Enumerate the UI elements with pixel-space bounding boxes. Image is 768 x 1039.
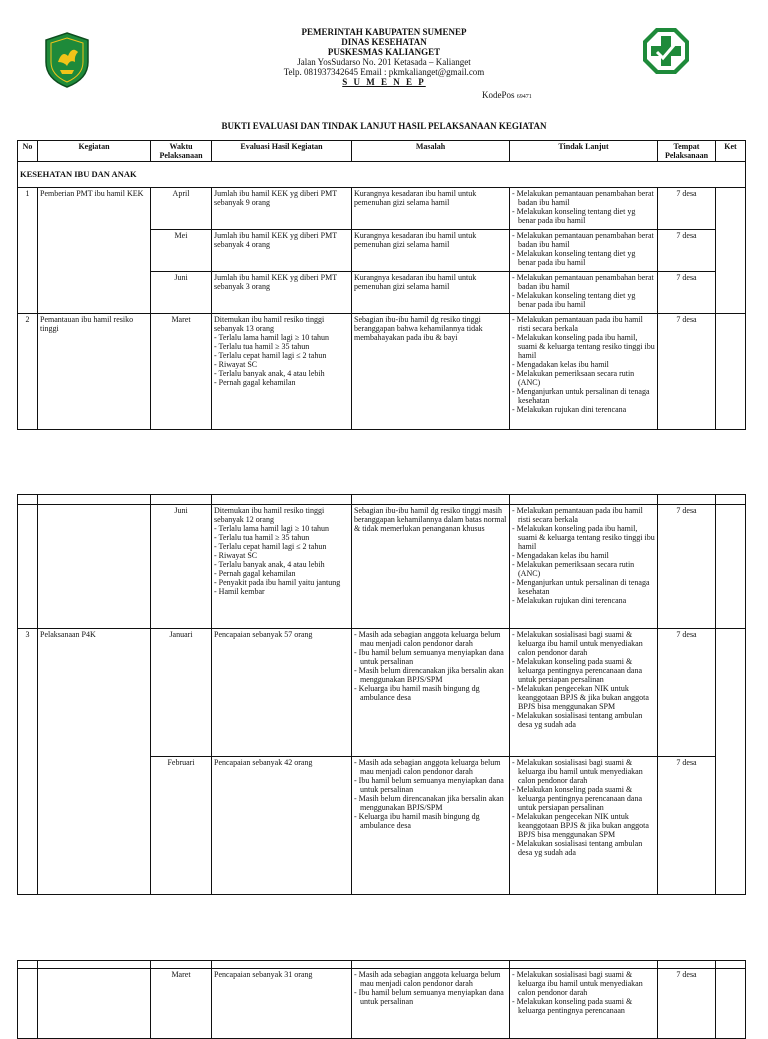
problem-cell [352, 757, 510, 895]
letterhead [0, 0, 768, 110]
evaluation-cell: Jumlah ibu hamil KEK yg diberi PMT sebanyak 3 orang [212, 272, 352, 314]
time-cell: Januari [151, 629, 212, 757]
place-cell: 7 desa [658, 188, 716, 230]
follow-up-item: - Melakukan pengecekan NIK untuk keanggotaan BPJS & jika bukan anggota BPJS bisa menggunakan SPM [512, 812, 655, 839]
section-row [18, 162, 746, 188]
section-title: KESEHATAN IBU DAN ANAK [18, 162, 746, 188]
follow-up-item: - Melakukan pemantauan pada ibu hamil risti secara berkala [512, 506, 655, 524]
evaluation-cell: Jumlah ibu hamil KEK yg diberi PMT sebanyak 4 orang [212, 230, 352, 272]
regency-emblem-icon [44, 32, 90, 88]
problem-item: - Masih ada sebagian anggota keluarga belum mau menjadi calon pendonor darah [354, 758, 507, 776]
problem-cell: Kurangnya kesadaran ibu hamil untuk pemenuhan gizi selama hamil [352, 272, 510, 314]
problem-cell: Sebagian ibu-ibu hamil dg resiko tinggi masih beranggapan kehamilannya dalam batas normal & tidak memerlukan penanganan khusus [352, 505, 510, 629]
time-cell: Maret [151, 969, 212, 1039]
follow-up-cell [510, 969, 658, 1039]
evaluation-cell [212, 314, 352, 430]
problem-item: - Masih ada sebagian anggota keluarga belum mau menjadi calon pendonor darah [354, 630, 507, 648]
risk-item: - Riwayat SC [214, 360, 349, 369]
follow-up-item: - Melakukan pemeriksaan secara rutin (ANC) [512, 369, 655, 387]
column-header: Tempat Pelaksanaan [658, 141, 716, 162]
follow-up-item: - Mengadakan kelas ibu hamil [512, 360, 655, 369]
table-header-row [18, 141, 746, 162]
activity-name: Pemberian PMT ibu hamil KEK [38, 188, 151, 314]
place-cell: 7 desa [658, 230, 716, 272]
government-name: PEMERINTAH KABUPATEN SUMENEP [301, 27, 467, 37]
contact-info: Telp. 081937342645 Email : pkmkalianget@gmail.com [283, 67, 485, 77]
risk-item: - Riwayat SC [214, 551, 349, 560]
activity-name: Pelaksanaan P4K [38, 629, 151, 895]
time-cell: Februari [151, 757, 212, 895]
follow-up-cell [510, 505, 658, 629]
follow-up-item: - Melakukan sosialisasi tentang ambulan desa yg sudah ada [512, 839, 655, 857]
follow-up-item: - Melakukan sosialisasi bagi suami & keluarga ibu hamil untuk menyediakan calon pendonor darah [512, 758, 655, 785]
place-cell: 7 desa [658, 629, 716, 757]
follow-up-item: - Melakukan sosialisasi bagi suami & keluarga ibu hamil untuk menyediakan calon pendonor darah [512, 970, 655, 997]
problem-cell [352, 969, 510, 1039]
place-cell: 7 desa [658, 969, 716, 1039]
table-row [18, 505, 746, 629]
problem-item: - Ibu hamil belum semuanya menyiapkan dana untuk persalinan [354, 776, 507, 794]
follow-up-item: - Melakukan sosialisasi bagi suami & keluarga ibu hamil untuk menyediakan calon pendonor darah [512, 630, 655, 657]
health-cross-icon [642, 27, 690, 75]
evaluation-table [17, 140, 746, 430]
letterhead-text [250, 27, 518, 87]
table-spacer-row [18, 495, 746, 505]
table-spacer-row [18, 961, 746, 969]
row-number: 2 [18, 314, 38, 430]
follow-up-cell [510, 314, 658, 430]
follow-up-item: - Melakukan konseling tentang diet yg benar pada ibu hamil [512, 249, 655, 267]
department-name: DINAS KESEHATAN [341, 37, 427, 47]
follow-up-item: - Melakukan pemantauan penambahan berat badan ibu hamil [512, 189, 655, 207]
postal-code-value: 69471 [516, 94, 532, 100]
column-header: Masalah [352, 141, 510, 162]
problem-item: - Ibu hamil belum semuanya menyiapkan dana untuk persalinan [354, 988, 507, 1006]
risk-item: - Terlalu banyak anak, 4 atau lebih [214, 369, 349, 378]
evaluation-cell: Pencapaian sebanyak 31 orang [212, 969, 352, 1039]
problem-item: - Masih belum direncanakan jika bersalin akan menggunakan BPJS/SPM [354, 794, 507, 812]
column-header: Evaluasi Hasil Kegiatan [212, 141, 352, 162]
evaluation-intro: Ditemukan ibu hamil resiko tinggi sebanyak 12 orang [214, 506, 325, 524]
follow-up-item: - Melakukan konseling tentang diet yg benar pada ibu hamil [512, 291, 655, 309]
evaluation-cell: Pencapaian sebanyak 42 orang [212, 757, 352, 895]
risk-item: - Terlalu lama hamil lagi ≥ 10 tahun [214, 333, 349, 342]
problem-item: - Masih ada sebagian anggota keluarga belum mau menjadi calon pendonor darah [354, 970, 507, 988]
follow-up-item: - Melakukan konseling pada suami & keluarga pentingnya perencanaan dana untuk persiapan persalinan [512, 785, 655, 812]
problem-item: - Ibu hamil belum semuanya menyiapkan dana untuk persalinan [354, 648, 507, 666]
follow-up-item: - Melakukan konseling pada ibu hamil, suami & keluarga tentang resiko tinggi ibu hamil [512, 333, 655, 360]
column-header: Ket [716, 141, 746, 162]
city-name: S U M E N E P [342, 77, 426, 87]
evaluation-intro: Ditemukan ibu hamil resiko tinggi sebanyak 13 orang [214, 315, 325, 333]
follow-up-cell [510, 230, 658, 272]
follow-up-item: - Melakukan pemantauan pada ibu hamil risti secara berkala [512, 315, 655, 333]
follow-up-item: - Melakukan konseling pada ibu hamil, suami & keluarga tentang resiko tinggi ibu hamil [512, 524, 655, 551]
note-cell [716, 505, 746, 629]
column-header: No [18, 141, 38, 162]
problem-item: - Keluarga ibu hamil masih bingung dg ambulance desa [354, 812, 507, 830]
table-row [18, 314, 746, 430]
problem-cell: Sebagian ibu-ibu hamil dg resiko tinggi beranggapan bahwa kehamilannya tidak membahayakan pada ibu & bayi [352, 314, 510, 430]
activity-name: Pemantauan ibu hamil resiko tinggi [38, 314, 151, 430]
note-cell [716, 188, 746, 314]
time-cell: April [151, 188, 212, 230]
risk-item: - Terlalu banyak anak, 4 atau lebih [214, 560, 349, 569]
note-cell [716, 314, 746, 430]
evaluation-cell: Pencapaian sebanyak 57 orang [212, 629, 352, 757]
time-cell: Juni [151, 272, 212, 314]
follow-up-cell [510, 629, 658, 757]
evaluation-table-continued-2 [17, 960, 746, 1039]
risk-item: - Pernah gagal kehamilan [214, 378, 349, 387]
follow-up-item: - Melakukan konseling pada suami & keluarga pentingnya perencanaan [512, 997, 655, 1015]
time-cell: Mei [151, 230, 212, 272]
row-number: 3 [18, 629, 38, 895]
problem-cell [352, 629, 510, 757]
risk-item: - Penyakit pada ibu hamil yaitu jantung [214, 578, 349, 587]
postal-code [482, 90, 532, 100]
risk-item: - Terlalu tua hamil ≥ 35 tahun [214, 342, 349, 351]
follow-up-item: - Melakukan pemantauan penambahan berat badan ibu hamil [512, 273, 655, 291]
evaluation-table-continued [17, 494, 746, 895]
follow-up-item: - Melakukan rujukan dini terencana [512, 596, 655, 605]
table-row [18, 188, 746, 230]
table-row [18, 969, 746, 1039]
follow-up-item: - Melakukan pemantauan penambahan berat badan ibu hamil [512, 231, 655, 249]
risk-item: - Terlalu tua hamil ≥ 35 tahun [214, 533, 349, 542]
document-title: BUKTI EVALUASI DAN TINDAK LANJUT HASIL PELAKSANAAN KEGIATAN [221, 121, 547, 131]
postal-code-label: KodePos [482, 90, 515, 100]
column-header: Kegiatan [38, 141, 151, 162]
row-number: 1 [18, 188, 38, 314]
place-cell: 7 desa [658, 757, 716, 895]
note-cell [716, 629, 746, 895]
time-cell: Maret [151, 314, 212, 430]
follow-up-item: - Melakukan pengecekan NIK untuk keanggotaan BPJS & jika bukan anggota BPJS bisa menggunakan SPM [512, 684, 655, 711]
follow-up-item: - Melakukan sosialisasi tentang ambulan desa yg sudah ada [512, 711, 655, 729]
place-cell: 7 desa [658, 505, 716, 629]
risk-item: - Terlalu cepat hamil lagi ≤ 2 tahun [214, 351, 349, 360]
follow-up-item: - Menganjurkan untuk persalinan di tenaga kesehatan [512, 578, 655, 596]
table-row [18, 629, 746, 757]
problem-cell: Kurangnya kesadaran ibu hamil untuk pemenuhan gizi selama hamil [352, 188, 510, 230]
follow-up-item: - Melakukan rujukan dini terencana [512, 405, 655, 414]
column-header: Waktu Pelaksanaan [151, 141, 212, 162]
place-cell: 7 desa [658, 314, 716, 430]
problem-item: - Keluarga ibu hamil masih bingung dg ambulance desa [354, 684, 507, 702]
follow-up-item: - Mengadakan kelas ibu hamil [512, 551, 655, 560]
evaluation-cell [212, 505, 352, 629]
follow-up-item: - Menganjurkan untuk persalinan di tenaga kesehatan [512, 387, 655, 405]
time-cell: Juni [151, 505, 212, 629]
follow-up-cell [510, 272, 658, 314]
risk-item: - Terlalu lama hamil lagi ≥ 10 tahun [214, 524, 349, 533]
column-header: Tindak Lanjut [510, 141, 658, 162]
follow-up-cell [510, 757, 658, 895]
risk-item: - Terlalu cepat hamil lagi ≤ 2 tahun [214, 542, 349, 551]
problem-cell: Kurangnya kesadaran ibu hamil untuk pemenuhan gizi selama hamil [352, 230, 510, 272]
evaluation-cell: Jumlah ibu hamil KEK yg diberi PMT sebanyak 9 orang [212, 188, 352, 230]
follow-up-item: - Melakukan konseling tentang diet yg benar pada ibu hamil [512, 207, 655, 225]
follow-up-cell [510, 188, 658, 230]
address: Jalan YosSudarso No. 201 Ketasada – Kalianget [297, 57, 471, 67]
place-cell: 7 desa [658, 272, 716, 314]
follow-up-item: - Melakukan konseling pada suami & keluarga pentingnya perencanaan dana untuk persiapan persalinan [512, 657, 655, 684]
follow-up-item: - Melakukan pemeriksaan secara rutin (ANC) [512, 560, 655, 578]
risk-item: - Pernah gagal kehamilan [214, 569, 349, 578]
note-cell [716, 969, 746, 1039]
risk-item: - Hamil kembar [214, 587, 349, 596]
problem-item: - Masih belum direncanakan jika bersalin akan menggunakan BPJS/SPM [354, 666, 507, 684]
puskesmas-name: PUSKESMAS KALIANGET [327, 47, 441, 57]
